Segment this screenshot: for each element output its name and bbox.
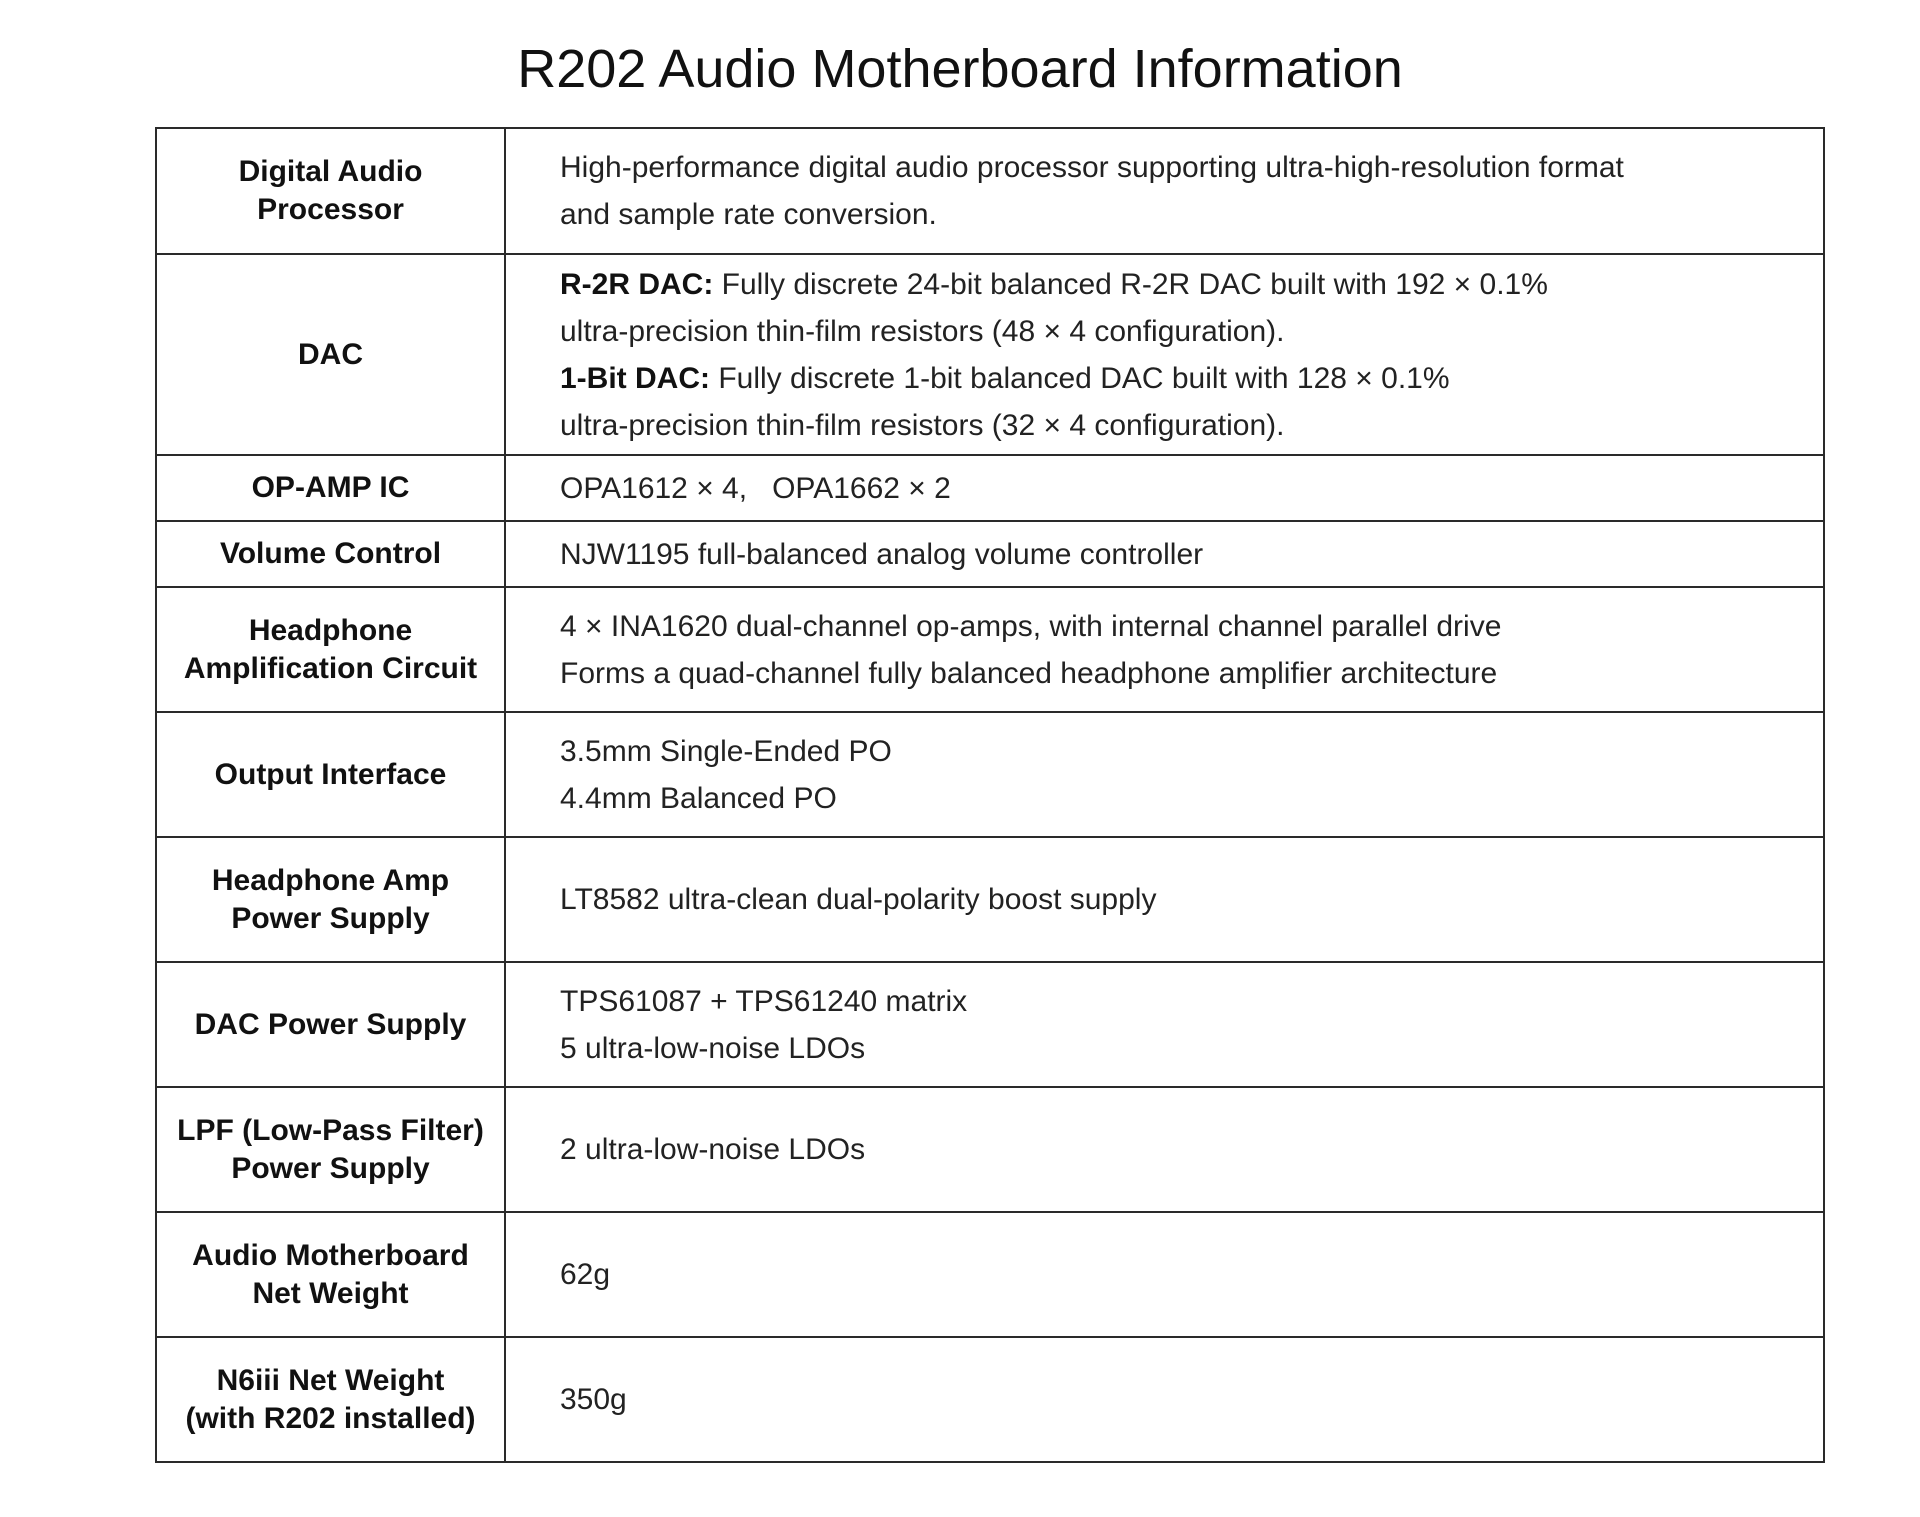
table-row-digital-audio-processor: [156, 128, 1824, 254]
row-value: [505, 712, 1824, 837]
row-value-line: OPA1612 × 4, OPA1662 × 2: [560, 471, 951, 505]
page-title: R202 Audio Motherboard Information: [517, 39, 1403, 99]
row-value-line: 2 ultra-low-noise LDOs: [560, 1133, 866, 1166]
row-label: [156, 1337, 505, 1462]
row-value: [505, 1337, 1824, 1462]
row-label-line: Processor: [257, 193, 404, 226]
onebit-dac-cont: ultra-precision thin-film resistors (32 × 4 configuration).: [560, 408, 1285, 442]
row-value-line: Forms a quad-channel fully balanced headphone amplifier architecture: [560, 656, 1498, 690]
row-value-line: 62g: [560, 1258, 611, 1291]
row-label-line: Digital Audio: [238, 155, 423, 188]
r2r-dac-cont: ultra-precision thin-film resistors (48 × 4 configuration).: [560, 314, 1285, 348]
table-row-dac: [156, 254, 1824, 455]
row-label: [156, 962, 505, 1087]
row-label: [156, 128, 505, 254]
row-label: [156, 254, 505, 455]
spec-table: [155, 127, 1825, 1463]
table-row-headphone-amplification-circuit: [156, 587, 1824, 712]
row-label-line: N6iii Net Weight: [216, 1363, 445, 1397]
row-label-line: Power Supply: [231, 901, 430, 935]
row-label: [156, 521, 505, 587]
row-label-line: Audio Motherboard: [192, 1238, 469, 1272]
table-row-op-amp-ic: [156, 455, 1824, 521]
row-label-line: Headphone: [248, 613, 413, 647]
r2r-dac-text: Fully discrete 24-bit balanced R-2R DAC built with 192 × 0.1%: [713, 267, 1548, 301]
table-row-n6iii-net-weight: [156, 1337, 1824, 1462]
row-label: [156, 1087, 505, 1212]
row-value: [505, 521, 1824, 587]
row-value: [505, 1212, 1824, 1337]
row-value: [505, 962, 1824, 1087]
row-label-line: Output Interface: [214, 757, 447, 791]
row-value-line: 5 ultra-low-noise LDOs: [560, 1031, 866, 1065]
row-label: [156, 712, 505, 837]
row-value: [505, 587, 1824, 712]
row-label-line: Net Weight: [252, 1276, 409, 1310]
table-row-headphone-amp-power-supply: [156, 837, 1824, 962]
row-value-line: High-performance digital audio processor supporting ultra-high-resolution format: [560, 151, 1624, 184]
row-label-line: LPF (Low-Pass Filter): [177, 1113, 484, 1147]
row-value-line: 4.4mm Balanced PO: [560, 781, 837, 815]
r2r-dac-line: [560, 261, 1783, 308]
table-row-lpf-power-supply: [156, 1087, 1824, 1212]
table-row-audio-motherboard-net-weight: [156, 1212, 1824, 1337]
onebit-dac-text: Fully discrete 1-bit balanced DAC built with 128 × 0.1%: [710, 361, 1450, 395]
onebit-dac-line: [560, 355, 1783, 402]
table-row-volume-control: [156, 521, 1824, 587]
row-value-line: TPS61087 + TPS61240 matrix: [560, 984, 968, 1018]
row-value: [505, 254, 1824, 455]
table-row-dac-power-supply: [156, 962, 1824, 1087]
row-label: [156, 1212, 505, 1337]
row-value: [505, 128, 1824, 254]
row-value-line: and sample rate conversion.: [560, 198, 937, 231]
row-label: [156, 455, 505, 521]
table-row-output-interface: [156, 712, 1824, 837]
row-label-line: Amplification Circuit: [183, 651, 478, 685]
row-label-line: OP-AMP IC: [251, 471, 410, 504]
row-label-line: Volume Control: [219, 537, 442, 570]
row-label-line: DAC Power Supply: [194, 1007, 467, 1041]
row-label-line: (with R202 installed): [185, 1401, 476, 1435]
row-label: [156, 837, 505, 962]
row-value-line: 3.5mm Single-Ended PO: [560, 734, 892, 768]
r2r-dac-lead: R-2R DAC:: [560, 267, 714, 301]
row-value-line: 4 × INA1620 dual-channel op-amps, with internal channel parallel drive: [560, 609, 1502, 643]
row-value: [505, 837, 1824, 962]
onebit-dac-lead: 1-Bit DAC:: [560, 361, 710, 395]
row-value-line: 350g: [560, 1383, 627, 1416]
row-value: [505, 1087, 1824, 1212]
row-label-line: DAC: [298, 337, 363, 371]
row-label-line: Headphone Amp: [211, 863, 450, 897]
row-label-line: Power Supply: [231, 1151, 430, 1185]
row-value-line: LT8582 ultra-clean dual-polarity boost supply: [560, 883, 1157, 916]
row-value: [505, 455, 1824, 521]
row-value-line: NJW1195 full-balanced analog volume controller: [560, 537, 1204, 571]
row-label: [156, 587, 505, 712]
